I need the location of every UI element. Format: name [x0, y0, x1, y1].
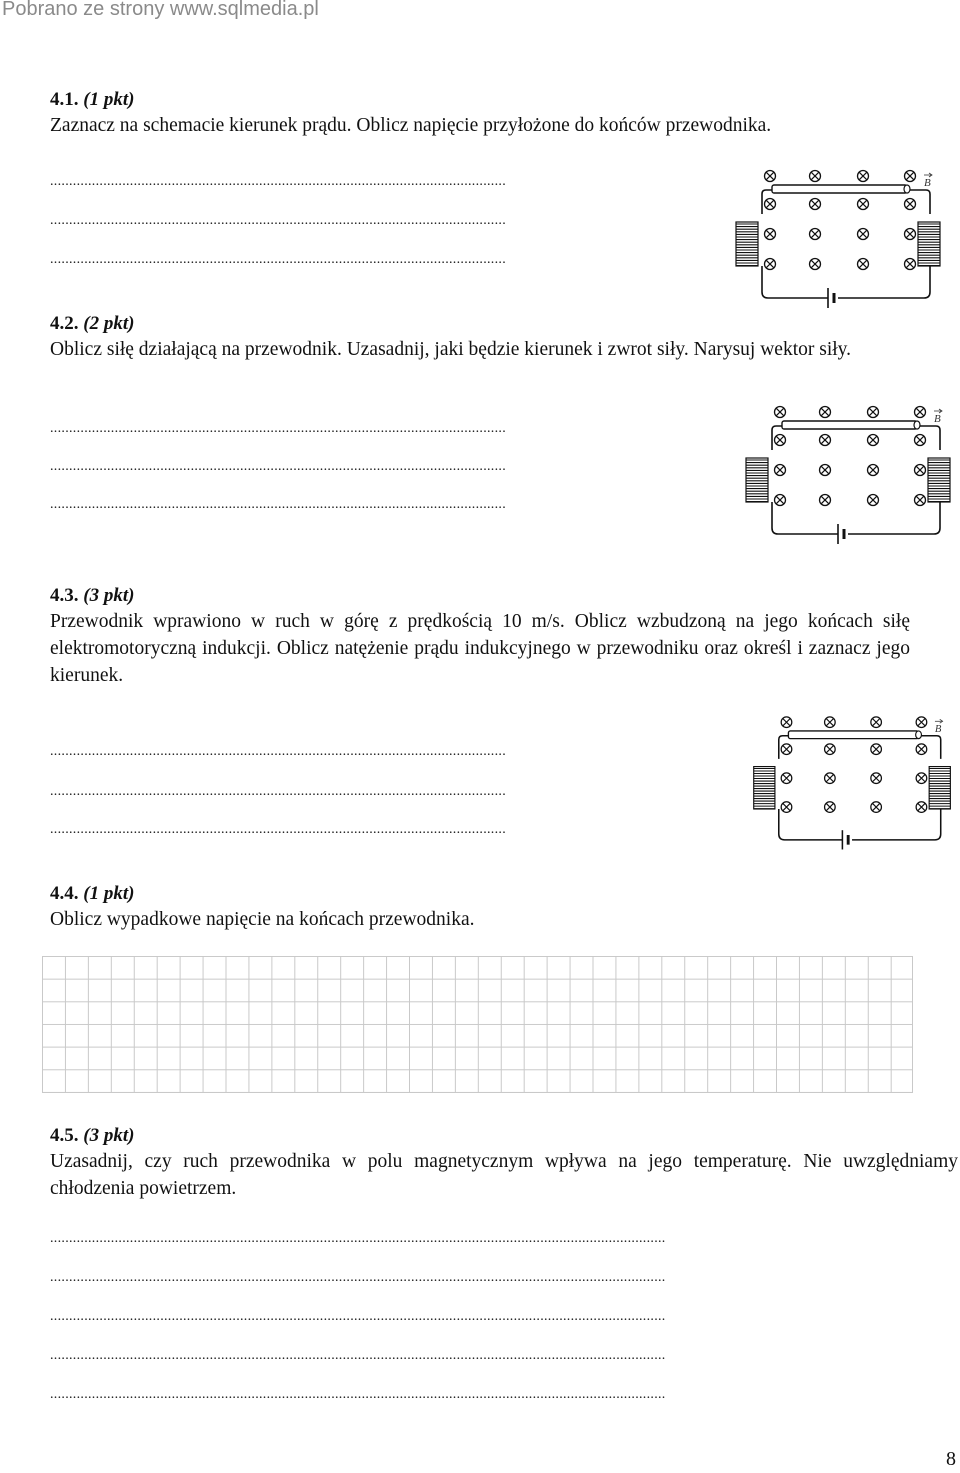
field-into-page-symbol: [858, 229, 869, 240]
battery-symbol: [838, 524, 844, 544]
field-into-page-symbol: [775, 465, 786, 476]
field-into-page-symbol: [820, 495, 831, 506]
field-into-page-symbol: [858, 171, 869, 182]
field-into-page-symbol: [825, 773, 836, 784]
answer-line[interactable]: ........................................................................................................................: [50, 253, 506, 267]
field-into-page-symbol: [781, 717, 792, 728]
task-header: [50, 1124, 910, 1148]
field-into-page-symbol: [905, 229, 916, 240]
field-into-page-symbol: [871, 802, 882, 813]
field-into-page-symbol: [825, 802, 836, 813]
field-into-page-symbol: [765, 229, 776, 240]
answer-grid[interactable]: [42, 956, 913, 1093]
answer-line[interactable]: ..................................................................................................................................................................: [50, 1349, 666, 1363]
field-into-page-symbol: [905, 259, 916, 270]
battery-symbol: [842, 830, 848, 849]
field-into-page-symbol: [915, 435, 926, 446]
task-4-5: [50, 1124, 958, 1202]
field-into-page-symbol: [825, 717, 836, 728]
field-into-page-symbol: [915, 407, 926, 418]
field-into-page-symbol: [810, 229, 821, 240]
task-text: Oblicz wypadkowe napięcie na końcach przewodnika.: [50, 909, 475, 930]
field-into-page-symbol: [858, 199, 869, 210]
task-points: (2 pkt): [83, 313, 135, 334]
field-into-page-symbol: [858, 259, 869, 270]
task-points: (3 pkt): [83, 1125, 135, 1146]
task-4-1: [50, 88, 910, 139]
answer-line[interactable]: ........................................................................................................................: [50, 422, 506, 436]
task-header: [50, 584, 910, 608]
field-into-page-symbol: [905, 199, 916, 210]
task-4-4: [50, 882, 910, 933]
field-into-page-symbol: [871, 744, 882, 755]
answer-line[interactable]: ........................................................................................................................: [50, 785, 506, 799]
field-into-page-symbol: [765, 171, 776, 182]
coil-right: [928, 458, 950, 502]
coil-left: [754, 767, 775, 809]
field-into-page-symbol: [820, 435, 831, 446]
conductor-rod: [772, 185, 910, 193]
task-4-2: [50, 312, 910, 363]
field-into-page-symbol: [820, 465, 831, 476]
field-into-page-symbol: [868, 465, 879, 476]
task-number: 4.1.: [50, 89, 79, 110]
source-watermark: Pobrano ze strony www.sqlmedia.pl: [2, 0, 319, 20]
field-into-page-symbol: [871, 717, 882, 728]
field-into-page-symbol: [905, 171, 916, 182]
circuit-diagram-2: [738, 400, 960, 548]
task-number: 4.5.: [50, 1125, 79, 1146]
field-into-page-symbol: [916, 717, 927, 728]
field-into-page-symbol: [915, 465, 926, 476]
task-number: 4.2.: [50, 313, 79, 334]
conductor-rod: [782, 421, 920, 429]
answer-line[interactable]: ..................................................................................................................................................................: [50, 1271, 666, 1285]
battery-symbol: [828, 288, 834, 308]
answer-line[interactable]: ..................................................................................................................................................................: [50, 1232, 666, 1246]
answer-line[interactable]: ........................................................................................................................: [50, 745, 506, 759]
field-into-page-symbol: [781, 744, 792, 755]
field-into-page-symbol: [810, 171, 821, 182]
task-text: Zaznacz na schemacie kierunek prądu. Oblicz napięcie przyłożone do końców przewodnika.: [50, 115, 772, 136]
field-into-page-symbol: [916, 773, 927, 784]
coil-left: [746, 458, 768, 502]
field-into-page-symbol: [820, 407, 831, 418]
task-points: (3 pkt): [83, 585, 135, 606]
answer-line[interactable]: ..................................................................................................................................................................: [50, 1388, 666, 1402]
answer-line[interactable]: ........................................................................................................................: [50, 823, 506, 837]
field-into-page-symbol: [871, 773, 882, 784]
field-into-page-symbol: [868, 495, 879, 506]
task-header: [50, 882, 910, 906]
field-into-page-symbol: [775, 495, 786, 506]
page-number: 8: [946, 1448, 956, 1470]
circuit-diagram-3: [746, 708, 960, 856]
field-label: B: [934, 723, 942, 735]
field-into-page-symbol: [765, 259, 776, 270]
task-header: [50, 312, 910, 336]
field-into-page-symbol: [916, 802, 927, 813]
field-into-page-symbol: [810, 259, 821, 270]
field-into-page-symbol: [810, 199, 821, 210]
task-text: Uzasadnij, czy ruch przewodnika w polu magnetycznym wpływa na jego temperaturę. Nie uwzględniamy chłodzenia powietrzem.: [50, 1151, 958, 1199]
field-into-page-symbol: [916, 744, 927, 755]
coil-right: [918, 222, 940, 266]
answer-line[interactable]: ........................................................................................................................: [50, 175, 506, 189]
coil-right: [929, 767, 950, 809]
field-into-page-symbol: [781, 773, 792, 784]
task-number: 4.3.: [50, 585, 79, 606]
conductor-rod: [788, 731, 921, 739]
answer-line[interactable]: ........................................................................................................................: [50, 460, 506, 474]
field-into-page-symbol: [868, 407, 879, 418]
field-into-page-symbol: [775, 435, 786, 446]
answer-line[interactable]: ..................................................................................................................................................................: [50, 1310, 666, 1324]
field-label: B: [934, 413, 941, 425]
answer-line[interactable]: ........................................................................................................................: [50, 214, 506, 228]
field-into-page-symbol: [868, 435, 879, 446]
answer-line[interactable]: ........................................................................................................................: [50, 498, 506, 512]
task-4-3: [50, 584, 910, 689]
task-header: [50, 88, 910, 112]
coil-left: [736, 222, 758, 266]
task-points: (1 pkt): [83, 89, 135, 110]
task-points: (1 pkt): [83, 883, 135, 904]
field-label: B: [924, 177, 931, 189]
field-into-page-symbol: [915, 495, 926, 506]
field-into-page-symbol: [775, 407, 786, 418]
task-number: 4.4.: [50, 883, 79, 904]
task-text: Oblicz siłę działającą na przewodnik. Uzasadnij, jaki będzie kierunek i zwrot siły. Narysuj wektor siły.: [50, 339, 852, 360]
field-into-page-symbol: [825, 744, 836, 755]
field-into-page-symbol: [781, 802, 792, 813]
circuit-diagram-1: [728, 164, 950, 312]
field-into-page-symbol: [765, 199, 776, 210]
task-text: Przewodnik wprawiono w ruch w górę z prędkością 10 m/s. Oblicz wzbudzoną na jego końcach siłę elektromotoryczną indukcji. Oblicz natężenie prądu indukcyjnego w przewodniku oraz określ i zaznacz jego kierunek.: [50, 611, 910, 686]
